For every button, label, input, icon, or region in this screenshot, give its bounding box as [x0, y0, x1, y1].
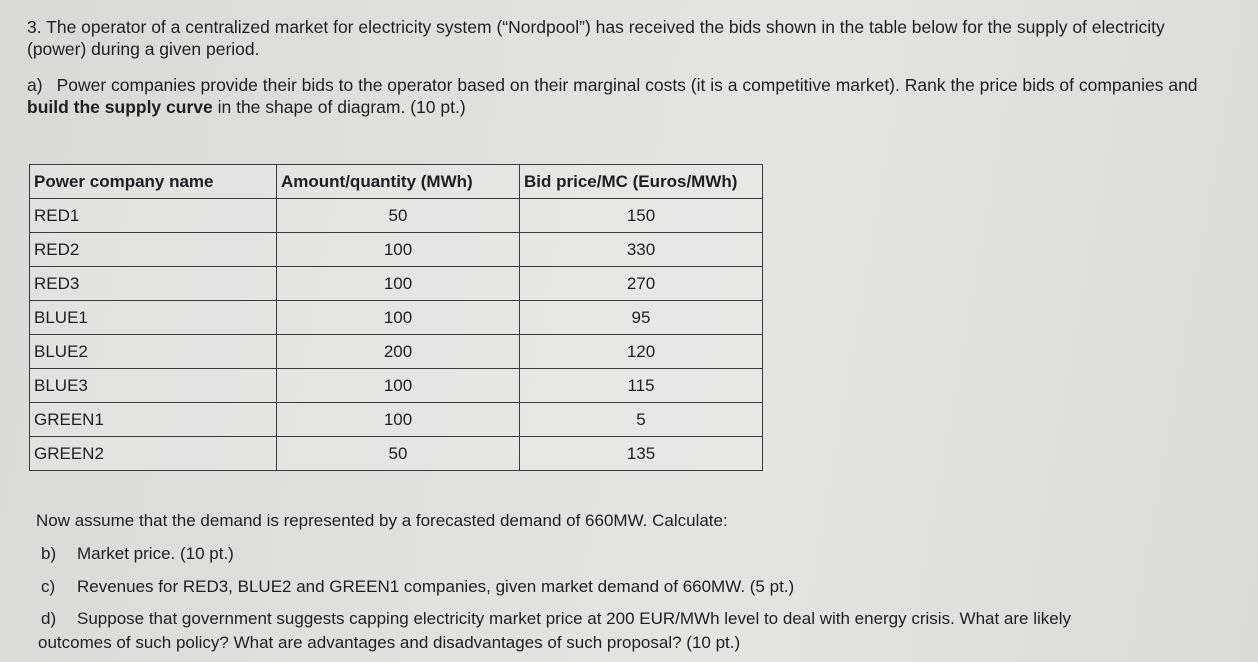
cell-bid: 270	[520, 267, 763, 301]
table-row	[30, 369, 763, 403]
table-row	[30, 437, 763, 471]
cell-bid: 120	[520, 335, 763, 369]
cell-company: BLUE1	[30, 301, 277, 335]
table-row	[30, 199, 763, 233]
cell-quantity: 100	[277, 369, 520, 403]
demand-statement: Now assume that the demand is represented by a forecasted demand of 660MW. Calculate:	[36, 511, 728, 530]
question-c	[41, 576, 794, 598]
table-row	[30, 403, 763, 437]
table-header-row	[30, 165, 763, 199]
question-b	[41, 543, 234, 565]
question-d	[41, 608, 1071, 630]
cell-company: GREEN1	[30, 403, 277, 437]
cell-bid: 115	[520, 369, 763, 403]
question-b-marker: b)	[41, 544, 57, 563]
cell-company: RED2	[30, 233, 277, 267]
question-c-marker: c)	[41, 577, 56, 596]
cell-bid: 330	[520, 233, 763, 267]
cell-quantity: 200	[277, 335, 520, 369]
intro-paragraph: 3. The operator of a centralized market for electricity system (“Nordpool”) has received the bids shown in the table below for the supply of electricity (power) during a given period.	[27, 17, 1165, 59]
table-row	[30, 233, 763, 267]
cell-bid: 95	[520, 301, 763, 335]
question-c-text: Revenues for RED3, BLUE2 and GREEN1 companies, given market demand of 660MW. (5 pt.)	[77, 577, 795, 596]
question-a-bold: build the supply curve	[27, 97, 213, 117]
cell-bid: 135	[520, 437, 763, 471]
cell-quantity: 100	[277, 403, 520, 437]
cell-company: BLUE2	[30, 335, 277, 369]
question-a-marker: a)	[27, 75, 43, 95]
table-row	[30, 301, 763, 335]
question-a-text-end: in the shape of diagram. (10 pt.)	[212, 97, 466, 117]
cell-bid: 150	[520, 199, 763, 233]
cell-company: RED3	[30, 267, 277, 301]
question-a	[27, 74, 1207, 118]
bids-table	[29, 164, 763, 471]
question-b-text: Market price. (10 pt.)	[77, 544, 234, 563]
cell-quantity: 50	[277, 437, 520, 471]
table-row	[30, 335, 763, 369]
question-a-text-start: Power companies provide their bids to the operator based on their marginal costs (it is a competitive market). Rank the price bids of companies and	[56, 75, 1198, 95]
cell-company: GREEN2	[30, 437, 277, 471]
question-d-continuation: outcomes of such policy? What are advantages and disadvantages of such proposal? (10 pt.)	[38, 633, 741, 652]
cell-company: BLUE3	[30, 369, 277, 403]
question-d-marker: d)	[41, 609, 57, 628]
header-bid-price: Bid price/MC (Euros/MWh)	[520, 165, 763, 199]
cell-company: RED1	[30, 199, 277, 233]
header-company-name: Power company name	[30, 165, 277, 199]
cell-quantity: 100	[277, 267, 520, 301]
cell-bid: 5	[520, 403, 763, 437]
header-quantity: Amount/quantity (MWh)	[277, 165, 520, 199]
cell-quantity: 100	[277, 233, 520, 267]
question-d-text: Suppose that government suggests capping electricity market price at 200 EUR/MWh level to deal with energy crisis. What are likely	[77, 609, 1072, 628]
cell-quantity: 100	[277, 301, 520, 335]
cell-quantity: 50	[277, 199, 520, 233]
table-row	[30, 267, 763, 301]
